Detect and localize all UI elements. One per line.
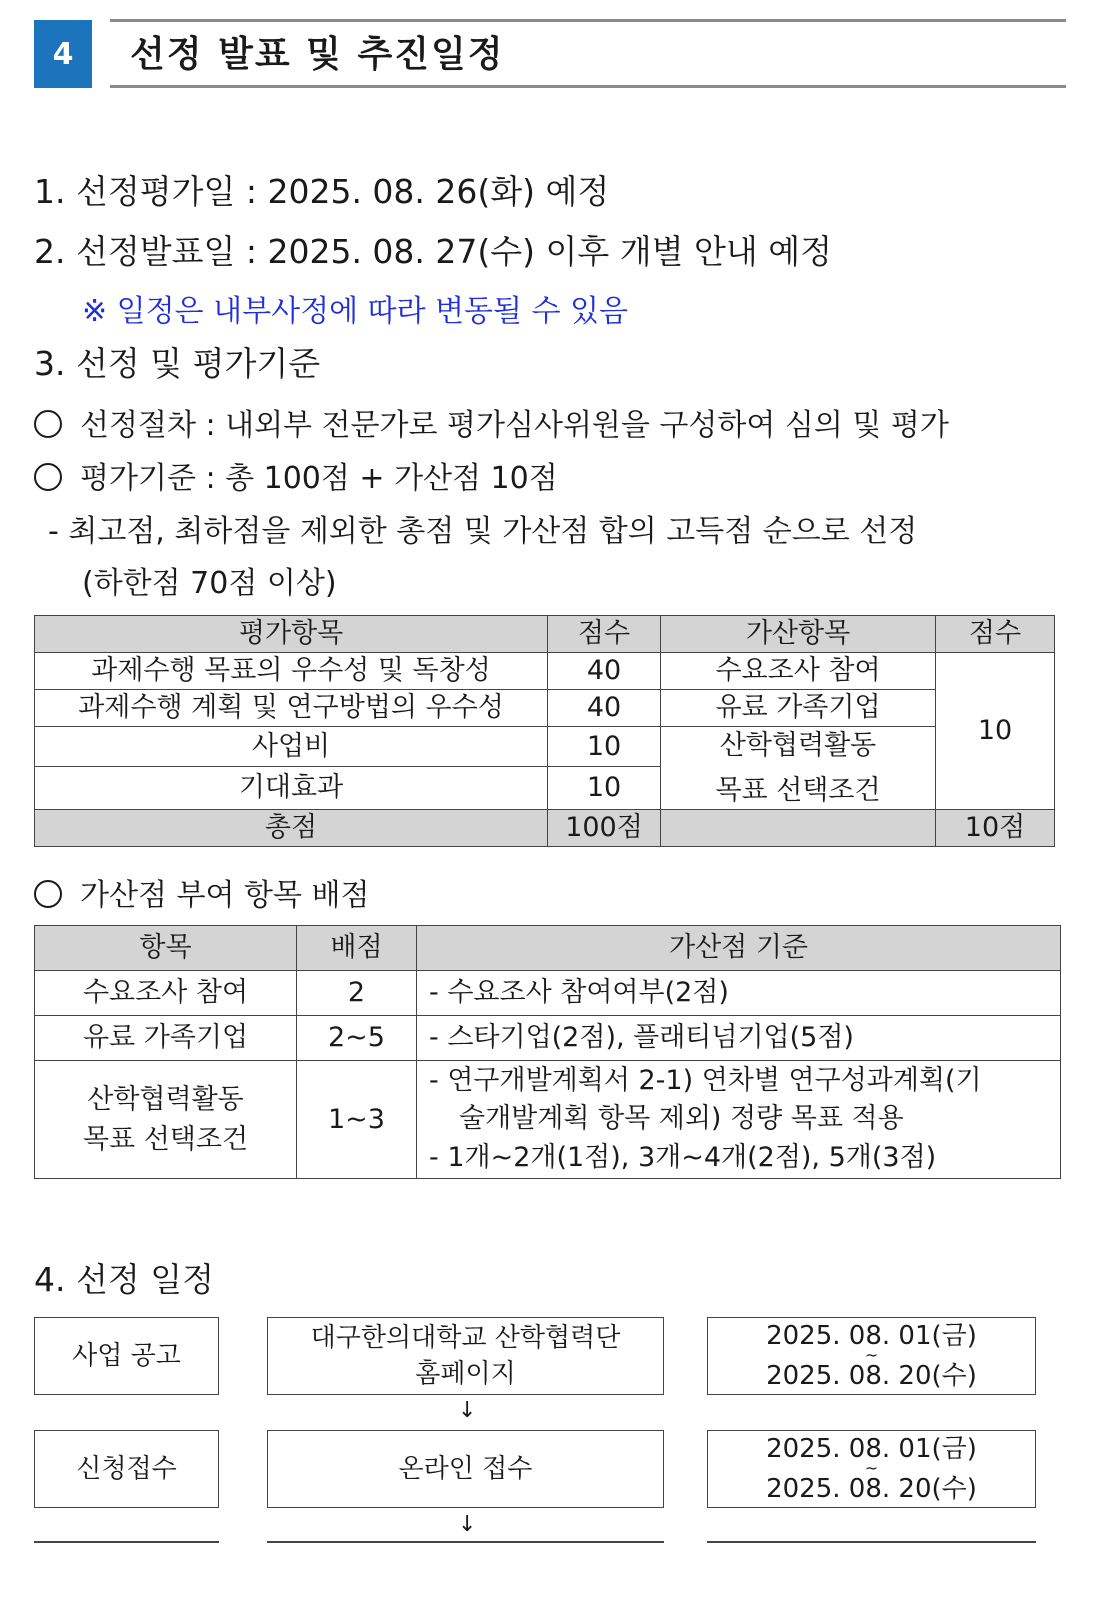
header-eval-item: 평가항목 xyxy=(35,616,548,653)
bonus-score-cell: 10 xyxy=(936,653,1055,810)
total-bonus-cell: 10점 xyxy=(936,810,1055,847)
schedule-step-label: 사업 공고 xyxy=(72,1340,181,1371)
bonus-criteria-cell: - 수요조사 참여여부(2점) xyxy=(417,971,1061,1016)
bonus-item-line: 목표 선택조건 xyxy=(715,775,881,806)
header-points: 배점 xyxy=(297,926,417,971)
schedule-date-start: 2025. 08. 01(금) xyxy=(766,1320,977,1351)
header-item: 항목 xyxy=(35,926,297,971)
eval-score-cell: 40 xyxy=(548,690,661,727)
total-empty-cell xyxy=(661,810,936,847)
schedule-detail-line: 온라인 접수 xyxy=(398,1453,533,1484)
standard-line xyxy=(34,453,558,497)
schedule-date-end: 2025. 08. 20(수) xyxy=(766,1361,977,1391)
circle-bullet-icon xyxy=(34,463,62,491)
criteria-heading: 3. 선정 및 평가기준 xyxy=(34,344,321,383)
bonus-criteria-cell: - 스타기업(2점), 플래티넘기업(5점) xyxy=(417,1016,1061,1061)
bonus-criteria-cell xyxy=(417,1061,1061,1179)
schedule-date-box xyxy=(707,1430,1036,1508)
schedule-date-start: 2025. 08. 01(금) xyxy=(766,1433,977,1464)
header-bonus-item: 가산항목 xyxy=(661,616,936,653)
schedule-date-end: 2025. 08. 20(수) xyxy=(766,1474,977,1504)
procedure-text: 선정절차 : 내외부 전문가로 평가심사위원을 구성하여 심의 및 평가 xyxy=(80,408,949,443)
bonus-item-cell xyxy=(661,727,936,810)
standard-text: 평가기준 : 총 100점 + 가산점 10점 xyxy=(80,461,558,496)
title-top-rule xyxy=(110,19,1066,22)
eval-score-cell: 10 xyxy=(548,767,661,810)
circle-bullet-icon xyxy=(34,410,62,438)
eval-item-cell: 사업비 xyxy=(35,727,548,767)
header-bonus-score: 점수 xyxy=(936,616,1055,653)
eval-item-cell: 과제수행 목표의 우수성 및 독창성 xyxy=(35,653,548,690)
bonus-heading-text: 가산점 부여 항목 배점 xyxy=(80,878,370,913)
date-range-separator: ~ xyxy=(864,1458,879,1478)
down-arrow-icon: ↓ xyxy=(458,1512,477,1537)
schedule-step-label: 신청접수 xyxy=(76,1453,177,1484)
down-arrow-icon: ↓ xyxy=(458,1398,477,1423)
total-label-cell: 총점 xyxy=(35,810,548,847)
schedule-date-box xyxy=(707,1317,1036,1395)
bonus-item-cell: 수요조사 참여 xyxy=(661,653,936,690)
header-criteria: 가산점 기준 xyxy=(417,926,1061,971)
schedule-detail-line: 대구한의대학교 산학협력단 xyxy=(310,1322,621,1353)
schedule-heading: 4. 선정 일정 xyxy=(34,1260,214,1299)
announce-date-line: 2. 선정발표일 : 2025. 08. 27(수) 이후 개별 안내 예정 xyxy=(34,232,832,271)
eval-date-line: 1. 선정평가일 : 2025. 08. 26(화) 예정 xyxy=(34,172,610,211)
bonus-table xyxy=(34,925,1061,1179)
bonus-item-line: 목표 선택조건 xyxy=(82,1123,249,1155)
section-number-badge: 4 xyxy=(34,20,92,88)
bonus-points-cell: 2 xyxy=(297,971,417,1016)
eval-score-cell: 40 xyxy=(548,653,661,690)
criteria-line: - 1개~2개(1점), 3개~4개(2점), 5개(3점) xyxy=(429,1141,937,1173)
bonus-points-cell: 1~3 xyxy=(297,1061,417,1179)
schedule-step-box xyxy=(34,1430,219,1508)
circle-bullet-icon xyxy=(34,880,62,908)
bonus-item-line: 산학협력활동 xyxy=(87,1084,244,1116)
date-range-separator: ~ xyxy=(864,1345,879,1365)
next-detail-box-edge xyxy=(267,1541,664,1543)
schedule-change-notice: ※ 일정은 내부사정에 따라 변동될 수 있음 xyxy=(82,294,629,329)
bonus-heading-line xyxy=(34,870,369,914)
criteria-line: - 연구개발계획서 2-1) 연차별 연구성과계획(기 xyxy=(429,1065,982,1096)
schedule-detail-line: 홈페이지 xyxy=(415,1359,516,1389)
bonus-item-cell: 수요조사 참여 xyxy=(35,971,297,1016)
header-score: 점수 xyxy=(548,616,661,653)
schedule-detail-box xyxy=(267,1430,664,1508)
next-date-box-edge xyxy=(707,1541,1036,1543)
selection-rule-line: - 최고점, 최하점을 제외한 총점 및 가산점 합의 고득점 순으로 선정 xyxy=(48,514,918,549)
section-title: 선정 발표 및 추진일정 xyxy=(130,34,505,75)
total-score-cell: 100점 xyxy=(548,810,661,847)
schedule-step-box xyxy=(34,1317,219,1395)
schedule-detail-box xyxy=(267,1317,664,1395)
eval-item-cell: 기대효과 xyxy=(35,767,548,810)
title-bottom-rule xyxy=(110,85,1066,88)
eval-item-cell: 과제수행 계획 및 연구방법의 우수성 xyxy=(35,690,548,727)
evaluation-table xyxy=(34,615,1055,847)
procedure-line xyxy=(34,400,949,444)
bonus-points-cell: 2~5 xyxy=(297,1016,417,1061)
bonus-item-cell: 유료 가족기업 xyxy=(661,690,936,727)
next-step-box-edge xyxy=(34,1541,219,1543)
bonus-item-cell: 유료 가족기업 xyxy=(35,1016,297,1061)
bonus-item-cell xyxy=(35,1061,297,1179)
bonus-item-line: 산학협력활동 xyxy=(719,729,877,761)
eval-score-cell: 10 xyxy=(548,727,661,767)
minimum-score-line: (하한점 70점 이상) xyxy=(82,566,337,601)
criteria-line: 술개발계획 항목 제외) 정량 목표 적용 xyxy=(459,1103,904,1135)
